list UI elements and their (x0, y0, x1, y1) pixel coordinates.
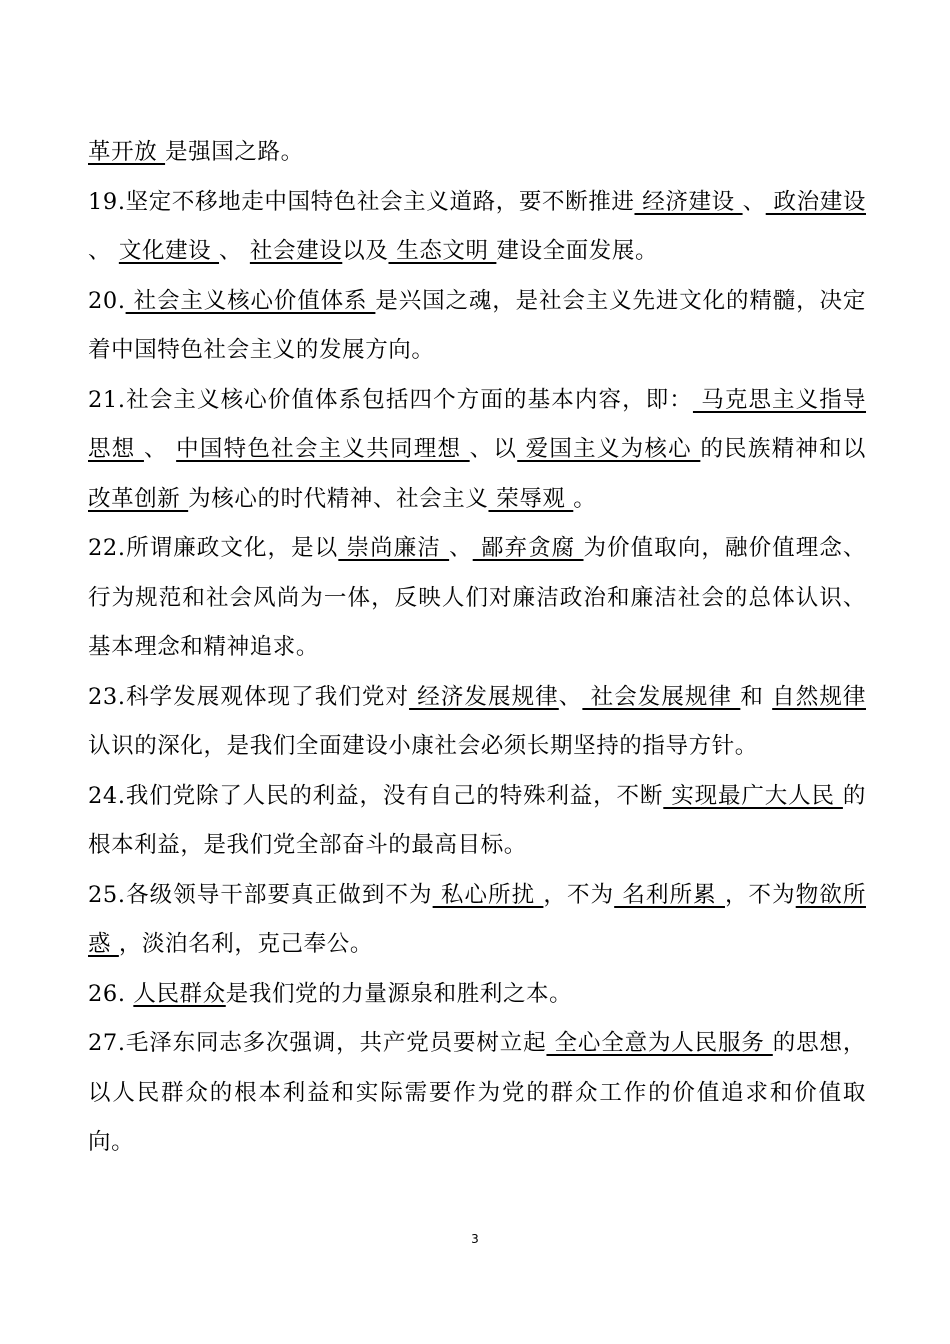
paragraph-text: 的民族精神和以 (700, 436, 867, 462)
fill-in-answer: 生态文明 (388, 238, 497, 264)
paragraph-text: 、 (219, 238, 250, 264)
paragraph-text: 和 (740, 683, 773, 710)
fill-in-answer: 爱国主义为核心 (517, 436, 701, 462)
paragraph-text: 19.坚定不移地走中国特色社会主义道路，要不断推进 (88, 188, 635, 215)
paragraph-text: 22.所谓廉政文化，是以 (88, 535, 339, 561)
paragraph (88, 1019, 866, 1168)
fill-in-answer: 文化建设 (118, 238, 220, 264)
paragraph-text: 、以 (469, 436, 518, 462)
paragraph-text: 是强国之路。 (165, 139, 304, 165)
fill-in-answer: 中国特色社会主义共同理想 (176, 436, 470, 462)
fill-in-answer: 政治建设 (765, 188, 866, 215)
fill-in-answer: 自然规律 (772, 683, 867, 710)
paragraph-text: ，淡泊名利，克己奉公。 (118, 931, 373, 957)
paragraph-text: 、 (143, 436, 177, 462)
paragraph-text: 以及 (342, 238, 389, 264)
fill-in-answer: 社会建设 (249, 238, 343, 264)
fill-in-answer: 改革创新 (88, 485, 189, 512)
fill-in-answer: 私心所扰 (432, 881, 544, 908)
page-number: 3 (471, 1232, 479, 1246)
paragraph (88, 178, 866, 277)
paragraph-text: 为价值取向，融价值理念、行为规范和社会风尚为一体，反映人们对廉洁政治和廉洁社会的总体认识、基本理念和精神追求。 (88, 535, 867, 660)
fill-in-answer: 荣辱观 (488, 485, 574, 512)
fill-in-answer: 物欲所惑 (88, 881, 866, 957)
paragraph (88, 128, 866, 178)
paragraph-text: 、 (558, 683, 583, 710)
fill-in-answer: 名利所累 (614, 881, 725, 908)
paragraph-text: ，不为 (724, 881, 796, 908)
paragraph-text: 、 (742, 188, 766, 215)
fill-in-answer: 社会主义核心价值体系 (125, 287, 376, 314)
paragraph (88, 871, 866, 970)
paragraph-text: 26. (88, 980, 134, 1007)
paragraph-text: 是兴国之魂，是社会主义先进文化的精髓，决定着中国特色社会主义的发展方向。 (88, 287, 866, 363)
fill-in-answer: 经济建设 (634, 188, 743, 215)
paragraph-text: 27.毛泽东同志多次强调，共产党员要树立起 (88, 1030, 547, 1056)
paragraph-text: 的根本利益，是我们党全部奋斗的最高目标。 (88, 782, 866, 858)
fill-in-answer: 人民群众 (133, 980, 226, 1007)
paragraph-text: 24.我们党除了人民的利益，没有自己的特殊利益，不断 (88, 782, 664, 809)
paragraph-text: ，不为 (543, 881, 615, 908)
fill-in-answer: 马克思主义指导思想 (88, 386, 867, 462)
paragraph-text: 为核心的时代精神、社会主义 (188, 485, 489, 512)
paragraph-text: 、 (88, 238, 119, 264)
fill-in-answer: 经济发展规律 (409, 683, 559, 710)
paragraph (88, 524, 866, 673)
paragraph-text: 建设全面发展。 (496, 238, 659, 264)
paragraph (88, 376, 866, 525)
fill-in-answer: 革开放 (88, 139, 166, 165)
paragraph-text: 的思想，以人民群众的根本利益和实际需要作为党的群众工作的价值追求和价值取向。 (88, 1030, 866, 1155)
paragraph-text: 是我们党的力量源泉和胜利之本。 (225, 980, 573, 1007)
fill-in-answer: 全心全意为人民服务 (546, 1030, 773, 1056)
fill-in-answer: 实现最广大人民 (663, 782, 843, 809)
paragraph-text: 25.各级领导干部要真正做到不为 (88, 881, 433, 908)
fill-in-answer: 社会发展规律 (582, 683, 741, 710)
fill-in-answer: 崇尚廉洁 (338, 535, 450, 561)
paragraph-text: 23.科学发展观体现了我们党对 (88, 683, 410, 710)
paragraph (88, 673, 866, 772)
paragraph (88, 277, 866, 376)
paragraph-text: 21.社会主义核心价值体系包括四个方面的基本内容，即： (88, 386, 693, 413)
paragraph-text: 20. (88, 287, 126, 314)
paragraph-text: 、 (449, 535, 473, 561)
paragraph (88, 772, 866, 871)
document-body (88, 128, 866, 1168)
paragraph-text: 认识的深化，是我们全面建设小康社会必须长期坚持的指导方针。 (88, 733, 758, 759)
paragraph (88, 970, 866, 1020)
fill-in-answer: 鄙弃贪腐 (472, 535, 584, 561)
paragraph-text: 。 (573, 485, 597, 512)
